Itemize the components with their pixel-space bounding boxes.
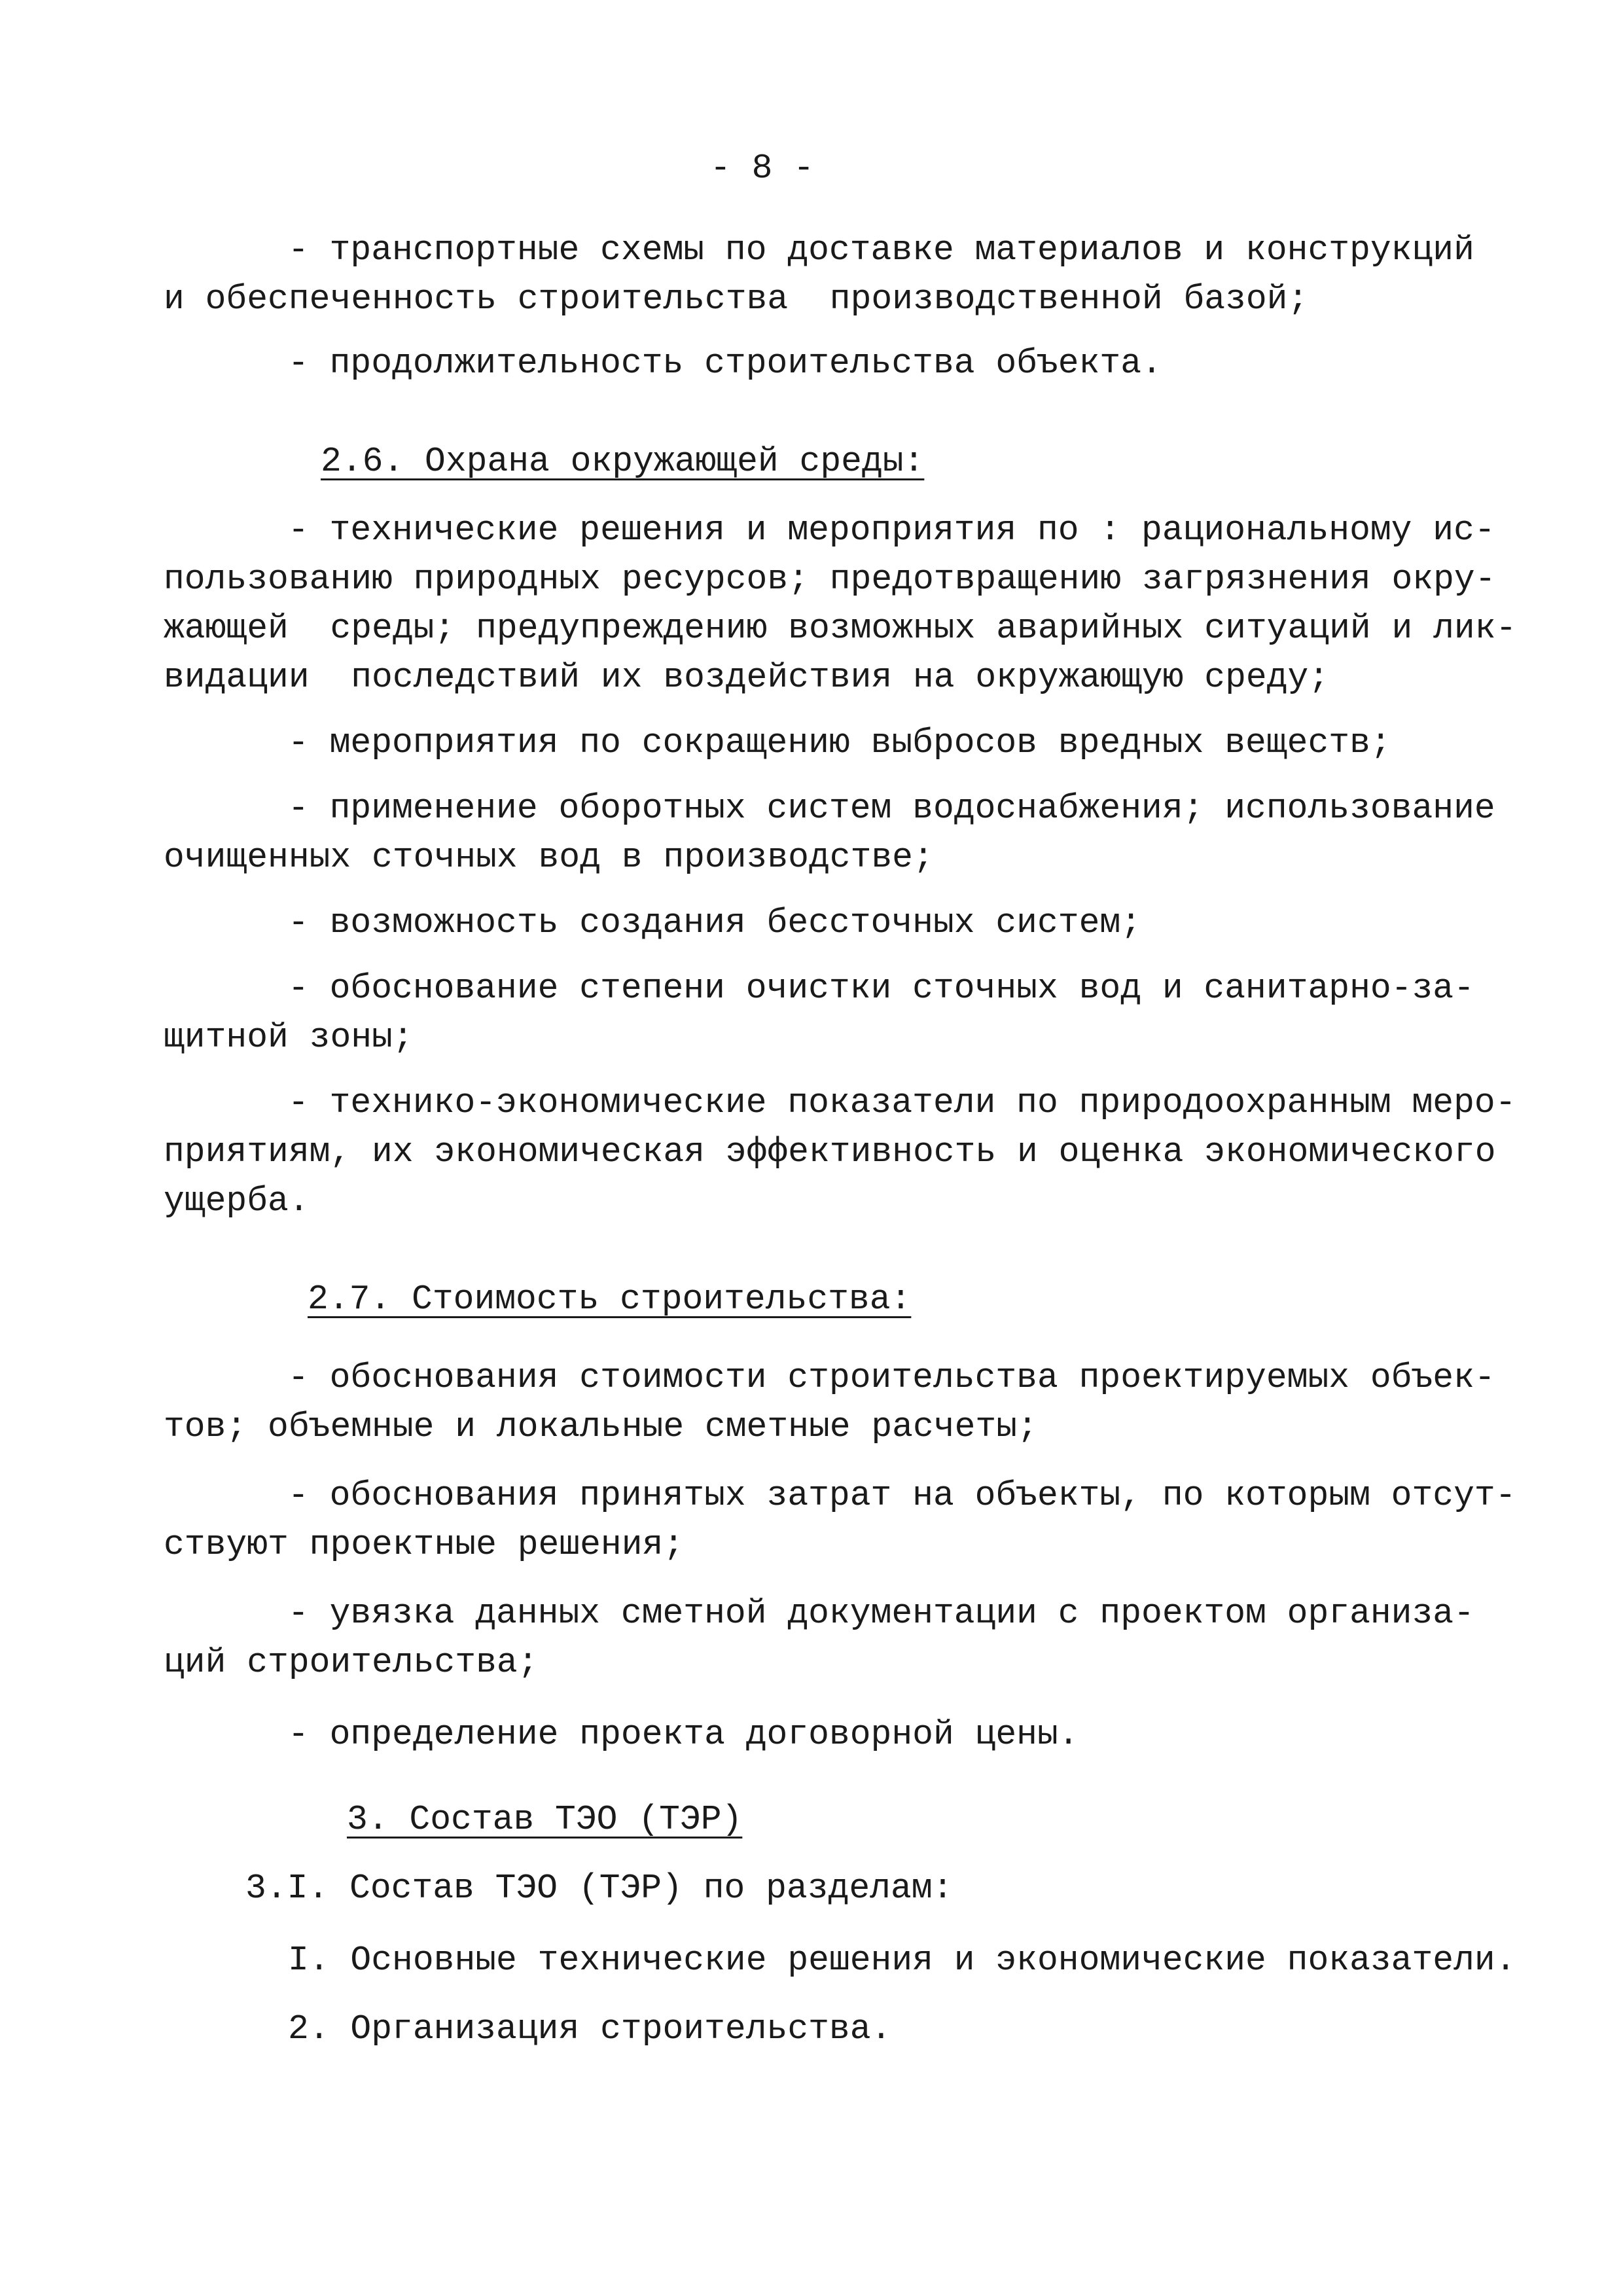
s26-p1-line-1: - технические решения и мероприятия по : рациональному ис- xyxy=(288,511,1495,550)
s27-p2-line-1: - обоснования принятых затрат на объекты, по которым отсут- xyxy=(288,1476,1516,1515)
s27-p1-line-2: тов; объемные и локальные сметные расчеты; xyxy=(164,1407,1038,1446)
s26-p3-line-2: очищенных сточных вод в производстве; xyxy=(164,838,934,877)
s27-p4: - определение проекта договорной цены. xyxy=(288,1715,1079,1754)
page-number: - 8 - xyxy=(710,149,815,188)
s26-p3-line-1: - применение оборотных систем водоснабжения; использование xyxy=(288,789,1495,828)
section-3-item-2: 2. Организация строительства. xyxy=(288,2009,892,2049)
s27-p1-line-1: - обоснования стоимости строительства проектируемых объек- xyxy=(288,1358,1495,1397)
section-2-6-heading: 2.6. Охрана окружающей среды: xyxy=(321,442,925,481)
s26-p1-line-3: жающей среды; предупреждению возможных аварийных ситуаций и лик- xyxy=(164,609,1517,648)
s26-p4: - возможность создания бессточных систем; xyxy=(288,903,1142,942)
s26-p6-line-1: - технико-экономические показатели по природоохранным меро- xyxy=(288,1083,1516,1122)
s26-p2: - мероприятия по сокращению выбросов вредных веществ; xyxy=(288,723,1391,762)
s26-p1-line-2: пользованию природных ресурсов; предотвращению загрязнения окру- xyxy=(164,560,1496,599)
section-3-heading: 3. Состав ТЭО (ТЭР) xyxy=(347,1800,743,1839)
intro-item-2: - продолжительность строительства объекта. xyxy=(288,344,1162,383)
s27-p2-line-2: ствуют проектные решения; xyxy=(164,1525,685,1564)
s26-p6-line-3: ущерба. xyxy=(164,1181,310,1221)
s26-p5-line-1: - обоснование степени очистки сточных вод и санитарно-за- xyxy=(288,969,1474,1008)
intro-item-1-line-1: - транспортные схемы по доставке материалов и конструкций xyxy=(288,230,1474,270)
section-2-7-heading: 2.7. Стоимость строительства: xyxy=(308,1280,912,1319)
section-3-1-subheading: 3.I. Состав ТЭО (ТЭР) по разделам: xyxy=(245,1869,954,1908)
s27-p3-line-2: ций строительства; xyxy=(164,1643,539,1682)
section-3-item-1: I. Основные технические решения и экономические показатели. xyxy=(288,1941,1516,1980)
intro-item-1-line-2: и обеспеченность строительства производственной базой; xyxy=(164,279,1309,319)
s26-p5-line-2: щитной зоны; xyxy=(164,1018,414,1057)
s26-p6-line-2: приятиям, их экономическая эффективность и оценка экономического xyxy=(164,1132,1496,1172)
s26-p1-line-4: видации последствий их воздействия на окружающую среду; xyxy=(164,658,1330,697)
s27-p3-line-1: - увязка данных сметной документации с проектом организа- xyxy=(288,1594,1474,1633)
